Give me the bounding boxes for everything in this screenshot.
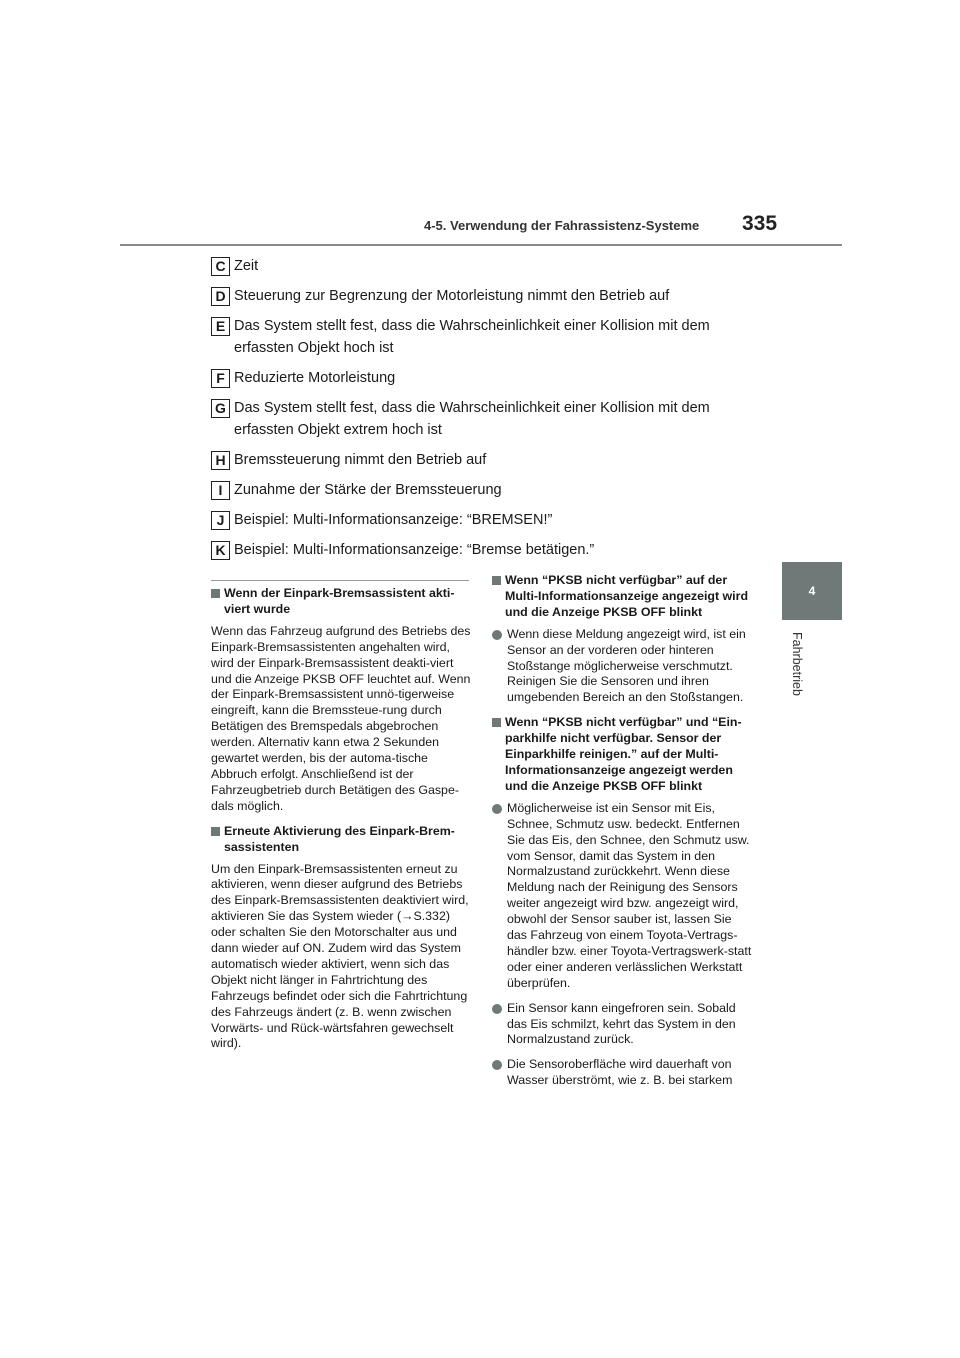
legend-item [211,367,771,389]
chapter-tab[interactable] [782,562,842,620]
legend-text: Zeit [234,258,259,274]
legend-item [211,255,771,277]
list-item-text: Die Sensoroberfläche wird dauerhaft von Wasser überströmt, wie z. B. bei starkem [507,1057,733,1088]
list-item-text: Wenn diese Meldung angezeigt wird, ist ein Sensor an der vorderen oder hinteren Stoßstange möglicherweise verschmutzt. Reinigen Sie die Sensoren und ihren umgebenden Bereich an den Stoßstangen. [507,626,746,705]
list-item-text: Ein Sensor kann eingefroren sein. Sobald das Eis schmilzt, kehrt das System in den Normalzustand zurück. [507,1000,736,1047]
list-item [492,1057,752,1089]
legend-letter: D [211,287,230,306]
legend-letter: J [211,511,230,530]
legend-text: Beispiel: Multi-Informationsanzeige: “BREMSEN!” [234,512,553,528]
section-title: 4-5. Verwendung der Fahrassistenz-Systeme [424,218,700,233]
legend-letter: I [211,481,230,500]
legend-item [211,539,771,561]
section-heading [492,715,752,795]
legend-item [211,397,771,441]
body-paragraph: Wenn das Fahrzeug aufgrund des Betriebs des Einpark-Bremsassistenten angehalten wird, wird der Einpark-Bremsassistent deakti-viert und die Anzeige PKSB OFF leuchtet auf. Wenn der Einpark-Bremsassistent unnö-tigerweise eingreift, kann die Bremssteue-rung durch Betätigen des Bremspedals abgebrochen werden. Alternativ kann etwa 2 Sekunden gewartet werden, bis der automa-tische Abbruch erfolgt. Anschließend ist der Fahrzeugbetrieb durch Betätigen des Gaspe-dals möglich. [211,623,471,813]
legend-item [211,449,771,471]
square-bullet-icon [492,576,501,585]
square-bullet-icon [211,827,220,836]
right-column [492,573,752,1098]
legend-text: Das System stellt fest, dass die Wahrscheinlichkeit einer Kollision mit dem erfassten Objekt extrem hoch ist [234,400,710,438]
legend-text: Beispiel: Multi-Informationsanzeige: “Bremse betätigen.” [234,542,595,558]
section-heading [211,586,471,618]
legend-letter: C [211,257,230,276]
list-item-text: Möglicherweise ist ein Sensor mit Eis, Schnee, Schmutz usw. bedeckt. Entfernen Sie das Eis, den Schnee, den Schmutz usw. vom Sensor, damit das System in den Normalzustand zurückkehrt. Wenn diese Meldung nach der Reinigung des Sensors weiter angezeigt wird bzw. angezeigt wird, obwohl der Sensor sauber ist, lassen Sie das Fahrzeug von einem Toyota-Vertrags-händler bzw. einer Toyota-Vertragswerk-statt oder einer anderen verlässlichen Werkstatt überprüfen. [507,800,752,990]
list-item [492,1001,752,1049]
chapter-label-text: Fahrbetrieb [790,632,804,696]
legend-text: Das System stellt fest, dass die Wahrscheinlichkeit einer Kollision mit dem erfassten Objekt hoch ist [234,318,710,356]
legend-letter: F [211,369,230,388]
legend-item [211,479,771,501]
round-bullet-icon [492,630,502,640]
chapter-number: 4 [808,584,816,598]
list-item [492,627,752,707]
legend-letter: K [211,541,230,560]
legend-text: Bremssteuerung nimmt den Betrieb auf [234,452,487,468]
header-divider [120,244,842,246]
legend-letter: E [211,317,230,336]
section-heading [492,573,752,621]
legend-letter: G [211,399,230,418]
legend-letter: H [211,451,230,470]
heading-text: Erneute Aktivierung des Einpark-Brem-sassistenten [224,823,455,854]
legend-text: Reduzierte Motorleistung [234,370,396,386]
round-bullet-icon [492,1004,502,1014]
square-bullet-icon [211,589,220,598]
legend-text: Steuerung zur Begrenzung der Motorleistung nimmt den Betrieb auf [234,288,670,304]
heading-text: Wenn der Einpark-Bremsassistent akti-viert wurde [224,586,455,616]
round-bullet-icon [492,804,502,814]
chapter-label [786,632,806,722]
left-column [211,580,471,1061]
round-bullet-icon [492,1060,502,1070]
figure-legend [211,255,771,561]
legend-item [211,315,771,359]
heading-text: Wenn “PKSB nicht verfügbar” und “Ein-parkhilfe nicht verfügbar. Sensor der Einparkhilfe reinigen.” auf der Multi-Informationsanzeige angezeigt werden und die Anzeige PKSB OFF blinkt [505,715,742,793]
legend-text: Zunahme der Stärke der Bremssteuerung [234,482,502,498]
list-item [492,801,752,992]
square-bullet-icon [492,718,501,727]
body-paragraph: Um den Einpark-Bremsassistenten erneut zu aktivieren, wenn dieser aufgrund des Betriebs des Einpark-Bremsassistenten deaktiviert wird, aktivieren Sie das System wieder (→S.332) oder schalten Sie den Motorschalter aus und dann wieder auf ON. Zudem wird das System automatisch wieder aktiviert, wenn sich das Objekt nicht länger in Fahrtrichtung des Fahrzeugs befindet oder sich die Fahrtrichtung des Fahrzeugs ändert (z. B. wenn zwischen Vorwärts- und Rück-wärtsfahren gewechselt wird). [211,861,469,1051]
legend-item [211,285,771,307]
section-heading [211,824,471,856]
legend-item [211,509,771,531]
page-number: 335 [742,212,778,235]
heading-text: Wenn “PKSB nicht verfügbar” auf der Multi-Informationsanzeige angezeigt wird und die Anzeige PKSB OFF blinkt [505,573,749,619]
